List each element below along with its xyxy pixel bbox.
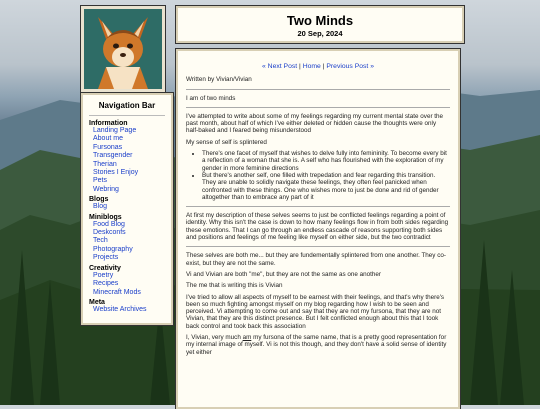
nav-link-therian[interactable]: Therian (93, 160, 117, 168)
post-navigation (186, 63, 450, 70)
post-nav-separator: | (297, 63, 303, 70)
navigation-bar (81, 93, 173, 325)
post-bullet-list (186, 150, 450, 201)
nav-link-landing-page[interactable]: Landing Page (93, 127, 137, 134)
fursona-avatar-image (84, 9, 162, 89)
page-title: Two Minds (286, 13, 354, 28)
paragraph-text: I, Vivian, very much (186, 334, 243, 342)
post-paragraph: I've attempted to write about some of my feelings regarding my current mental state over the past month, about half of which I've either deleted or hidden cause the thoughts were only half-baked and I feared being misunderstood (186, 112, 444, 135)
post-paragraph: My sense of self is splintered (186, 138, 267, 146)
nav-section-meta: Meta (89, 298, 105, 306)
nav-link-webring[interactable]: Webring (93, 185, 119, 193)
post-date: 20 Sep, 2024 (297, 29, 343, 38)
post-paragraph: The me that is writing this is Vivian (186, 282, 283, 290)
list-item: • There's one facet of myself that wishes to delve fully into femininity. To become every bit a reflection of a woman that she is. A self who has flourished with the exploration of my gender in more feminine directions (202, 150, 450, 172)
nav-link-poetry[interactable]: Poetry (93, 271, 114, 279)
post-paragraph (186, 334, 450, 356)
post-nav-separator: | (320, 63, 327, 70)
divider (186, 107, 450, 108)
nav-section-creativity: Creativity (89, 264, 121, 272)
nav-link-transgender[interactable]: Transgender (93, 152, 133, 160)
divider (186, 206, 450, 207)
nav-link-photography[interactable]: Photography (93, 245, 133, 253)
divider (186, 89, 450, 90)
nav-link-website-archives[interactable]: Website Archives (93, 305, 147, 313)
paragraph-text: my fursona of the same name, that is a pretty good representation for my internal image of myself. Vi is not this though, and they don't have a solid sense of identity yet either (186, 334, 447, 356)
avatar (81, 6, 165, 92)
nav-link-minecraft-mods[interactable]: Minecraft Mods (93, 288, 141, 296)
page-header (176, 6, 464, 43)
home-link[interactable]: Home (302, 63, 321, 70)
nav-link-fursonas[interactable]: Fursonas (93, 143, 123, 151)
nav-link-food-blog[interactable]: Food Blog (93, 220, 125, 228)
nav-heading: Navigation Bar (89, 101, 165, 116)
underlined-word: am (242, 334, 252, 342)
next-post-link[interactable]: « Next Post (262, 63, 298, 70)
nav-link-blog[interactable]: Blog (93, 203, 108, 211)
nav-link-pets[interactable]: Pets (93, 177, 108, 185)
post-paragraph: These selves are both me... but they are fundementally splintered from one another. They co-exist, but they are not the same. (186, 252, 446, 267)
divider (186, 246, 450, 247)
nav-link-stories[interactable]: Stories I Enjoy (93, 169, 139, 177)
post-content (176, 49, 460, 409)
post-paragraph: Vi and Vivian are both "me", but they are not the same as one another (186, 270, 382, 278)
nav-section-blogs: Blogs (89, 196, 109, 204)
nav-link-deskconfs[interactable]: Deskconfs (93, 229, 126, 237)
list-item: • But there's another self, one filled with trepedation and fear regarding this transition. They are unable to solidly navigate these feelings, they often feel panicked when confronted with these things. One who wishes more to just be done and rid of gender altogether than to embrace any part of it (202, 172, 450, 201)
post-paragraph: I've tried to allow all aspects of myself to be earnest with their feelings, and that's why there's been so much fighting amongst myself on my blog regarding how I wish to be seen and perceived. Vi attempting to come out and say that they are not my fursona, that they are not Vivian, that they are this distinct presence. But I felt conflicted enough about this that I took back control and took back this association (186, 293, 445, 330)
nav-section-miniblogs: Miniblogs (89, 213, 122, 221)
nav-link-about-me[interactable]: About me (93, 135, 123, 143)
nav-link-recipes[interactable]: Recipes (93, 280, 119, 288)
nav-section-information: Information (89, 120, 128, 127)
post-paragraph: I am of two minds (186, 94, 236, 102)
post-paragraph: At first my description of these selves seems to just be conflicted feelings regarding a point of identity. Why this isn't the case is down to how many feelings flow in from both sides regarding these emotions. That I can go through an endless cascade of reasons supporting both sides and positions and feelings of me feeling like myself on either side, but the two contradict (186, 212, 449, 242)
post-byline: Written by Vivian/Vivian (186, 76, 252, 84)
nav-link-tech[interactable]: Tech (93, 237, 108, 245)
previous-post-link[interactable]: Previous Post » (326, 63, 374, 70)
nav-link-projects[interactable]: Projects (93, 254, 119, 262)
